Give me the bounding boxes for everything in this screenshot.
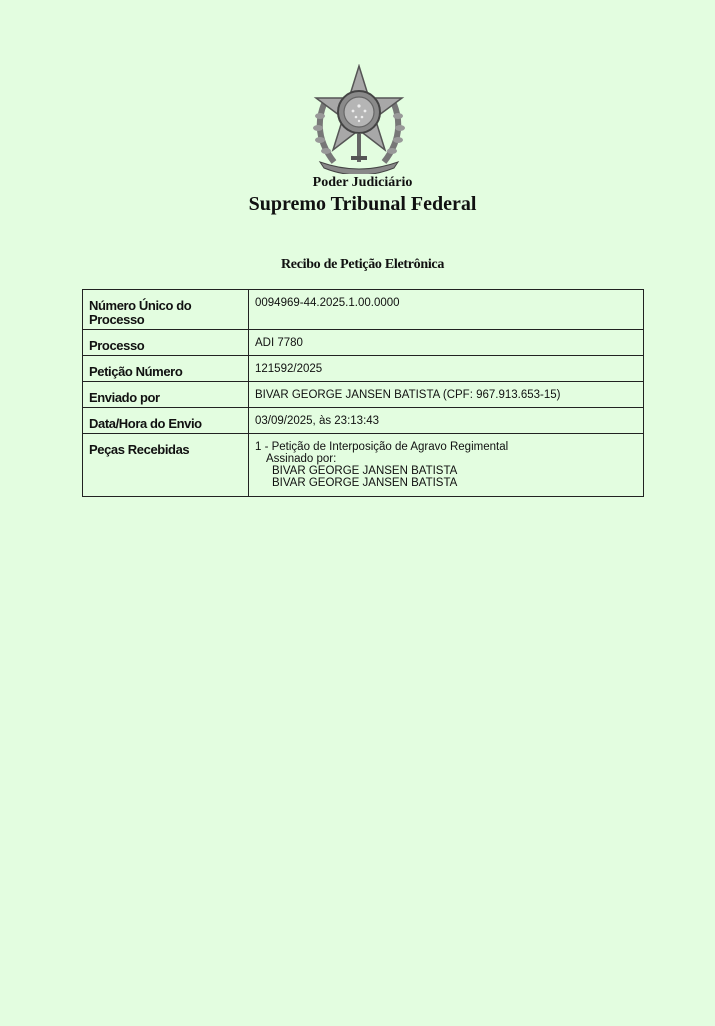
table-row	[83, 290, 644, 330]
table-row	[83, 382, 644, 408]
row-label: Petição Número	[83, 356, 249, 382]
row-value: BIVAR GEORGE JANSEN BATISTA (CPF: 967.913.653-15)	[249, 382, 644, 408]
table-row	[83, 356, 644, 382]
signed-by-label: Assinado por:	[266, 453, 337, 465]
table-row	[83, 330, 644, 356]
table-row	[83, 408, 644, 434]
signer-name: BIVAR GEORGE JANSEN BATISTA	[272, 477, 458, 489]
row-label: Enviado por	[83, 382, 249, 408]
coat-of-arms-icon	[306, 64, 412, 174]
signer-name: BIVAR GEORGE JANSEN BATISTA	[272, 465, 458, 477]
document-title: Recibo de Petição Eletrônica	[280, 257, 445, 272]
table-row	[83, 434, 644, 497]
receipt-table	[82, 289, 644, 497]
received-item: 1 - Petição de Interposição de Agravo Regimental	[255, 441, 509, 453]
row-label: Peças Recebidas	[83, 434, 249, 497]
row-value: 121592/2025	[249, 356, 644, 382]
court-name: Supremo Tribunal Federal	[248, 193, 477, 215]
row-label: Processo	[83, 330, 249, 356]
row-value	[249, 434, 644, 497]
row-label: Número Único do Processo	[83, 290, 249, 330]
organization-name: Poder Judiciário	[312, 175, 413, 190]
row-value: 03/09/2025, às 23:13:43	[249, 408, 644, 434]
row-label: Data/Hora do Envio	[83, 408, 249, 434]
row-value: ADI 7780	[249, 330, 644, 356]
row-value: 0094969-44.2025.1.00.0000	[249, 290, 644, 330]
